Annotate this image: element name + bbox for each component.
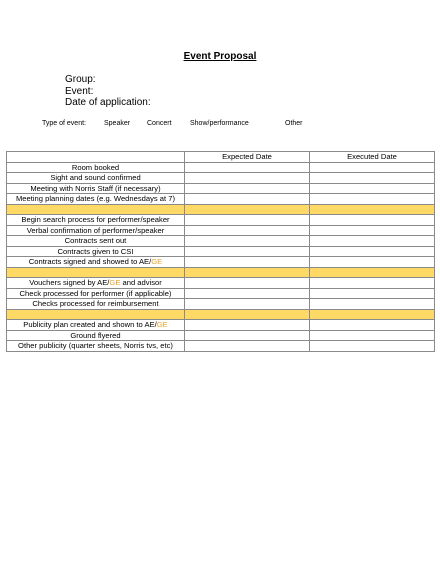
expected-date-cell[interactable] — [185, 204, 310, 215]
ge-highlight-text: GE — [109, 278, 121, 287]
expected-date-cell[interactable] — [185, 309, 310, 320]
table-row — [7, 320, 435, 331]
date-of-application-label: Date of application: — [65, 97, 151, 108]
expected-date-cell[interactable] — [185, 162, 310, 173]
table-row — [7, 299, 435, 310]
executed-date-cell[interactable] — [310, 309, 435, 320]
table-row — [7, 194, 435, 205]
table-row — [7, 183, 435, 194]
expected-date-cell[interactable] — [185, 257, 310, 268]
ge-highlight-text: GE — [151, 257, 163, 266]
task-cell — [7, 278, 185, 289]
task-cell: Meeting planning dates (e.g. Wednesdays at 7) — [7, 194, 185, 205]
expected-date-cell[interactable] — [185, 194, 310, 205]
executed-date-cell[interactable] — [310, 278, 435, 289]
executed-date-cell[interactable] — [310, 183, 435, 194]
expected-date-cell[interactable] — [185, 341, 310, 352]
table-row — [7, 225, 435, 236]
task-text-suffix: and advisor — [120, 278, 162, 287]
expected-date-cell[interactable] — [185, 246, 310, 257]
table-row — [7, 341, 435, 352]
expected-date-cell[interactable] — [185, 183, 310, 194]
header-task — [7, 152, 185, 163]
executed-date-cell[interactable] — [310, 215, 435, 226]
table-row — [7, 246, 435, 257]
executed-date-cell[interactable] — [310, 341, 435, 352]
expected-date-cell[interactable] — [185, 215, 310, 226]
task-cell: Begin search process for performer/speaker — [7, 215, 185, 226]
table-row — [7, 288, 435, 299]
executed-date-cell[interactable] — [310, 257, 435, 268]
task-cell: Verbal confirmation of performer/speaker — [7, 225, 185, 236]
event-label: Event: — [65, 85, 94, 97]
expected-date-cell[interactable] — [185, 236, 310, 247]
expected-date-cell[interactable] — [185, 320, 310, 331]
task-cell — [7, 320, 185, 331]
type-option-show-performance: Show/performance — [190, 120, 249, 127]
executed-date-cell[interactable] — [310, 299, 435, 310]
task-cell — [7, 309, 185, 320]
executed-date-cell[interactable] — [310, 236, 435, 247]
type-option-other: Other — [285, 120, 303, 127]
table-row — [7, 236, 435, 247]
expected-date-cell[interactable] — [185, 330, 310, 341]
executed-date-cell[interactable] — [310, 330, 435, 341]
table-row — [7, 330, 435, 341]
type-option-concert: Concert — [147, 120, 172, 127]
section-separator-row — [7, 267, 435, 278]
executed-date-cell[interactable] — [310, 194, 435, 205]
executed-date-cell[interactable] — [310, 173, 435, 184]
executed-date-cell[interactable] — [310, 246, 435, 257]
event-checklist-table — [6, 151, 435, 352]
info-block — [65, 74, 151, 109]
section-separator-row — [7, 309, 435, 320]
task-text: Publicity plan created and shown to AE/ — [23, 320, 157, 329]
section-separator-row — [7, 204, 435, 215]
expected-date-cell[interactable] — [185, 173, 310, 184]
task-text: Vouchers signed by AE/ — [29, 278, 110, 287]
task-cell: Sight and sound confirmed — [7, 173, 185, 184]
executed-date-cell[interactable] — [310, 288, 435, 299]
expected-date-cell[interactable] — [185, 278, 310, 289]
table-row — [7, 173, 435, 184]
task-cell: Meeting with Norris Staff (if necessary) — [7, 183, 185, 194]
type-option-speaker: Speaker — [104, 120, 131, 127]
executed-date-cell[interactable] — [310, 225, 435, 236]
header-executed-date: Executed Date — [310, 152, 435, 163]
executed-date-cell[interactable] — [310, 162, 435, 173]
table-row — [7, 215, 435, 226]
task-cell — [7, 257, 185, 268]
task-cell: Check processed for performer (if applicable) — [7, 288, 185, 299]
table-row — [7, 257, 435, 268]
task-text: Contracts signed and showed to AE/ — [28, 257, 152, 266]
executed-date-cell[interactable] — [310, 267, 435, 278]
task-cell — [7, 267, 185, 278]
expected-date-cell[interactable] — [185, 299, 310, 310]
task-cell: Other publicity (quarter sheets, Norris tvs, etc) — [7, 341, 185, 352]
ge-highlight-text: GE — [156, 320, 168, 329]
task-cell: Ground flyered — [7, 330, 185, 341]
table-header-row — [7, 152, 435, 163]
type-of-event-row — [0, 120, 440, 130]
expected-date-cell[interactable] — [185, 225, 310, 236]
executed-date-cell[interactable] — [310, 320, 435, 331]
group-label: Group: — [65, 74, 96, 85]
task-cell: Contracts given to CSI — [7, 246, 185, 257]
table-row — [7, 278, 435, 289]
task-cell — [7, 204, 185, 215]
document-title: Event Proposal — [183, 51, 257, 62]
expected-date-cell[interactable] — [185, 267, 310, 278]
executed-date-cell[interactable] — [310, 204, 435, 215]
task-cell: Contracts sent out — [7, 236, 185, 247]
expected-date-cell[interactable] — [185, 288, 310, 299]
header-expected-date: Expected Date — [185, 152, 310, 163]
type-of-event-label: Type of event: — [42, 120, 86, 127]
task-cell: Checks processed for reimbursement — [7, 299, 185, 310]
task-cell: Room booked — [7, 162, 185, 173]
table-row — [7, 162, 435, 173]
